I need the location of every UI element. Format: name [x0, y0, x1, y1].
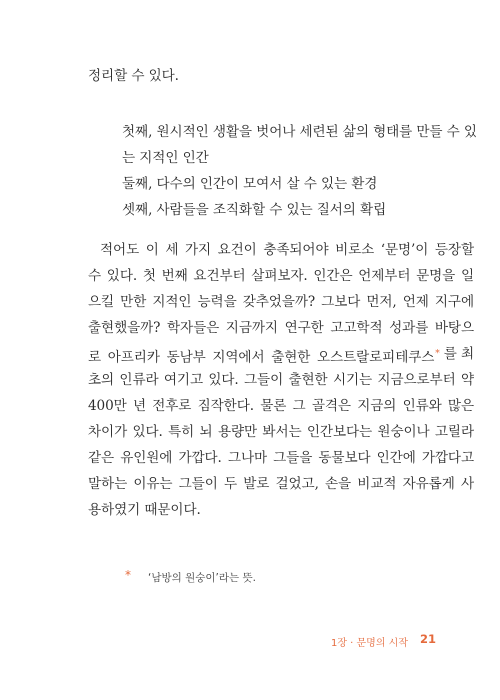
- page-number: 21: [419, 632, 436, 646]
- footnote-reference: *: [435, 349, 440, 359]
- requirement-2: 둘째, 다수의 인간이 모여서 살 수 있는 환경: [122, 176, 378, 192]
- paragraph-line-8: 차이가 있다. 특히 뇌 용량만 봐서는 인간보다는 원숭이나 고릴라: [88, 424, 474, 440]
- paragraph-line-5: [88, 344, 474, 368]
- running-head: 1장 · 문명의 시작: [330, 638, 408, 649]
- paragraph-line-7: 400만 년 전후로 짐작한다. 물론 그 골격은 지금의 인류와 많은: [88, 398, 474, 414]
- requirement-1-line-2: 는 지적인 인간: [122, 150, 209, 166]
- paragraph-line-5-suffix: 를 최: [443, 346, 474, 362]
- paragraph-line-3: 으킬 만한 지적인 능력을 갖추었을까? 그보다 먼저, 언제 지구에: [88, 294, 474, 310]
- footnote-star: *: [125, 568, 131, 582]
- paragraph-line-2: 수 있다. 첫 번째 요건부터 살펴보자. 인간은 언제부터 문명을 일: [88, 268, 474, 284]
- requirement-1-line-1: 첫째, 원시적인 생활을 벗어나 세련된 삶의 형태를 만들 수 있: [122, 124, 477, 140]
- requirement-3: 셋째, 사람들을 조직화할 수 있는 질서의 확립: [122, 202, 387, 218]
- intro-line: 정리할 수 있다.: [88, 68, 179, 84]
- paragraph-line-5-main: 로 아프리카 동남부 지역에서 출현한 오스트랄로피테쿠스*: [88, 349, 440, 366]
- paragraph-line-4: 출현했을까? 학자들은 지금까지 연구한 고고학적 성과를 바탕으: [88, 320, 474, 336]
- paragraph-line-11: 용하였기 때문이다.: [88, 502, 201, 518]
- paragraph-line-6: 초의 인류라 여기고 있다. 그들이 출현한 시기는 지금으로부터 약: [88, 372, 474, 388]
- paragraph-line-9: 같은 유인원에 가깝다. 그나마 그들을 동물보다 인간에 가깝다고: [88, 450, 474, 466]
- footnote-text: ‘남방의 원숭이’라는 뜻.: [148, 572, 256, 584]
- paragraph-line-1: 적어도 이 세 가지 요건이 충족되어야 비로소 ‘문명’이 등장할: [100, 242, 474, 258]
- paragraph-line-10: 말하는 이유는 그들이 두 발로 걸었고, 손을 비교적 자유롭게 사: [88, 476, 474, 492]
